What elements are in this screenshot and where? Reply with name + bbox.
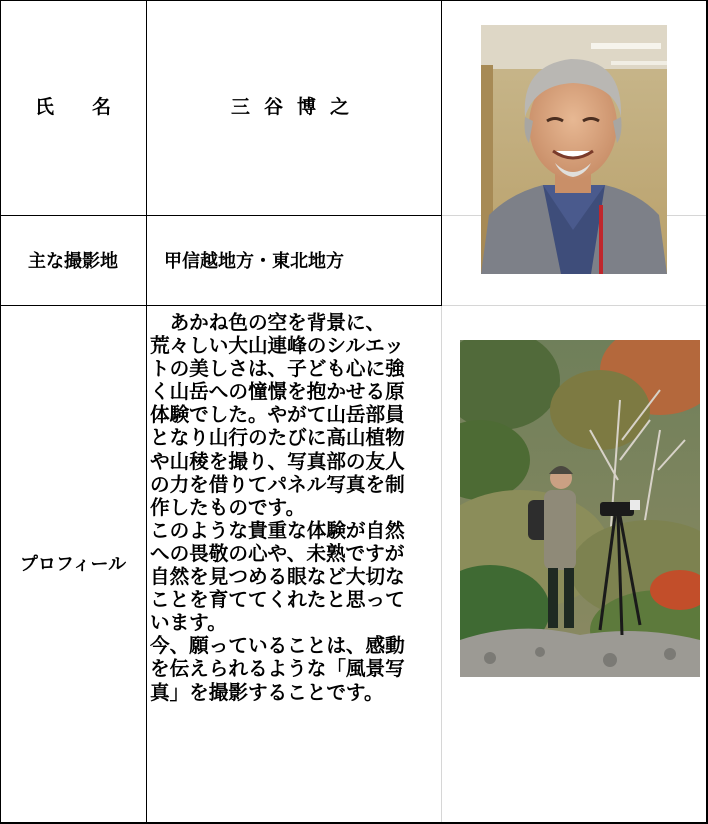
- profile-line: 真」を撮影することです。: [150, 680, 384, 704]
- profile-line: への畏敬の心や、未熟ですが: [150, 541, 405, 565]
- profile-line: ことを育ててくれたと思って: [150, 588, 405, 612]
- profile-line: や山稜を撮り、写真部の友人: [150, 449, 405, 473]
- profile-line: となり山行のたびに高山植物: [150, 426, 405, 450]
- column-divider-2-lower: [441, 306, 442, 822]
- profile-line: トの美しさは、子ども心に強: [150, 357, 405, 381]
- row-divider-2-right: [442, 305, 706, 306]
- profile-line: の力を借りてパネル写真を制: [150, 472, 405, 496]
- profile-line: く山岳への憧憬を抱かせる原: [150, 380, 405, 404]
- profile-label: プロフィール: [19, 554, 127, 575]
- profile-line: 荒々しい大山連峰のシルエッ: [150, 334, 404, 358]
- row-divider-2: [0, 305, 442, 306]
- profile-line: このような貴重な体験が自然: [150, 518, 405, 542]
- profile-line: 作したものです。: [150, 495, 306, 519]
- name-value: 三谷博之: [230, 96, 363, 118]
- column-divider-1: [146, 0, 147, 824]
- location-label: 主な撮影地: [28, 251, 118, 272]
- name-label-second: 名: [92, 96, 112, 118]
- profile-line: あかね色の空を背景に、: [150, 311, 386, 334]
- row-divider-1: [0, 215, 442, 216]
- location-value: 甲信越地方・東北地方: [164, 251, 344, 272]
- profile-line: います。: [150, 611, 227, 635]
- profile-line: 体験でした。やがて山岳部員: [150, 403, 405, 427]
- profile-text: [150, 311, 440, 704]
- table-border-left: [0, 0, 1, 824]
- column-divider-2: [441, 0, 442, 306]
- landscape-photo: [460, 340, 700, 677]
- table-border-top: [0, 0, 708, 1]
- name-label-first: 氏: [34, 96, 54, 118]
- name-label: [0, 96, 146, 119]
- profile-line: 自然を見つめる眼など大切な: [150, 565, 405, 589]
- profile-line: を伝えられるような「風景写: [150, 657, 405, 681]
- portrait-photo: [481, 25, 667, 274]
- profile-line: 今、願っていることは、感動: [150, 634, 405, 658]
